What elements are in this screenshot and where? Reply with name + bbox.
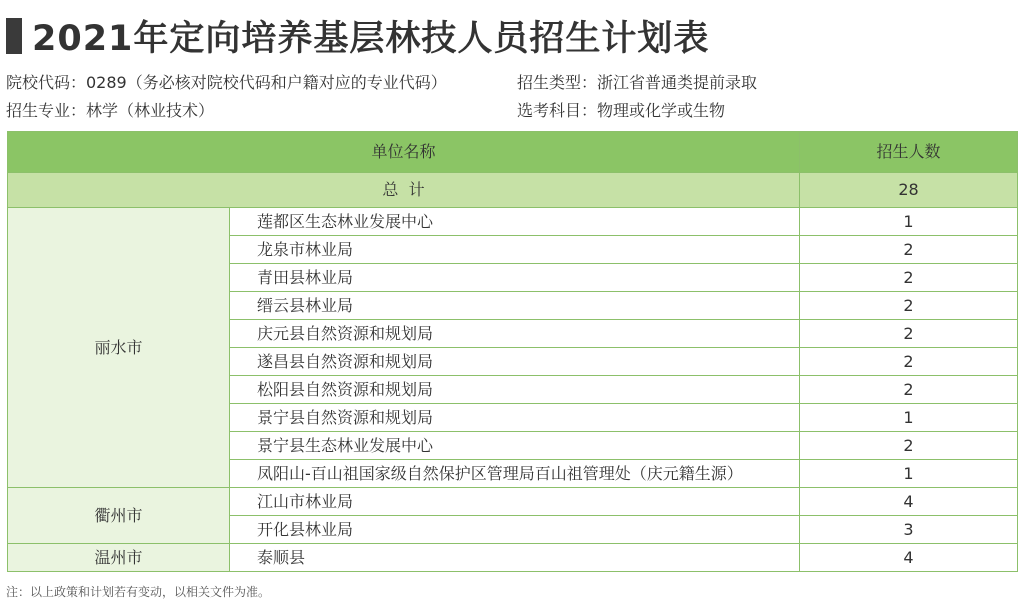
- unit-name-cell: 遂昌县自然资源和规划局: [230, 348, 800, 376]
- unit-name-cell: 泰顺县: [230, 544, 800, 572]
- enroll-count-cell: 4: [800, 544, 1018, 572]
- enroll-count-cell: 2: [800, 264, 1018, 292]
- unit-name-cell: 松阳县自然资源和规划局: [230, 376, 800, 404]
- enroll-count-cell: 2: [800, 292, 1018, 320]
- enroll-count-cell: 1: [800, 460, 1018, 488]
- elective-subjects: 选考科目：物理或化学或生物: [517, 101, 726, 120]
- unit-name-cell: 凤阳山-百山祖国家级自然保护区管理局百山祖管理处（庆元籍生源）: [230, 460, 800, 488]
- enroll-count-cell: 1: [800, 404, 1018, 432]
- table-header-row: [8, 132, 1018, 173]
- table-row: [8, 488, 1018, 516]
- unit-name-cell: 开化县林业局: [230, 516, 800, 544]
- total-value: 28: [800, 173, 1018, 208]
- total-label: 总 计: [8, 173, 800, 208]
- header-unit-name: 单位名称: [8, 132, 800, 173]
- enroll-count-cell: 2: [800, 376, 1018, 404]
- unit-name-cell: 景宁县自然资源和规划局: [230, 404, 800, 432]
- enroll-count-cell: 1: [800, 208, 1018, 236]
- enroll-count-cell: 2: [800, 432, 1018, 460]
- unit-name-cell: 龙泉市林业局: [230, 236, 800, 264]
- unit-name-cell: 景宁县生态林业发展中心: [230, 432, 800, 460]
- enroll-count-cell: 2: [800, 236, 1018, 264]
- page-title: 2021年定向培养基层林技人员招生计划表: [32, 19, 710, 59]
- table-total-row: [8, 173, 1018, 208]
- enroll-count-cell: 4: [800, 488, 1018, 516]
- unit-name-cell: 莲都区生态林业发展中心: [230, 208, 800, 236]
- unit-name-cell: 江山市林业局: [230, 488, 800, 516]
- header-enroll-count: 招生人数: [800, 132, 1018, 173]
- city-cell: 温州市: [8, 544, 230, 572]
- school-code: 院校代码：0289（务必核对院校代码和户籍对应的专业代码）: [6, 73, 447, 92]
- enrollment-plan-table: [7, 131, 1018, 572]
- table-row: [8, 208, 1018, 236]
- footnote: 注：以上政策和计划若有变动，以相关文件为准。: [6, 585, 271, 599]
- enroll-count-cell: 3: [800, 516, 1018, 544]
- unit-name-cell: 缙云县林业局: [230, 292, 800, 320]
- city-cell: 丽水市: [8, 208, 230, 488]
- table-row: [8, 544, 1018, 572]
- enroll-count-cell: 2: [800, 320, 1018, 348]
- major: 招生专业：林学（林业技术）: [6, 101, 215, 120]
- enroll-type: 招生类型：浙江省普通类提前录取: [517, 73, 758, 92]
- title-accent-bar: [6, 18, 22, 54]
- page-title-block: [6, 10, 709, 62]
- unit-name-cell: 青田县林业局: [230, 264, 800, 292]
- enroll-count-cell: 2: [800, 348, 1018, 376]
- unit-name-cell: 庆元县自然资源和规划局: [230, 320, 800, 348]
- city-cell: 衢州市: [8, 488, 230, 544]
